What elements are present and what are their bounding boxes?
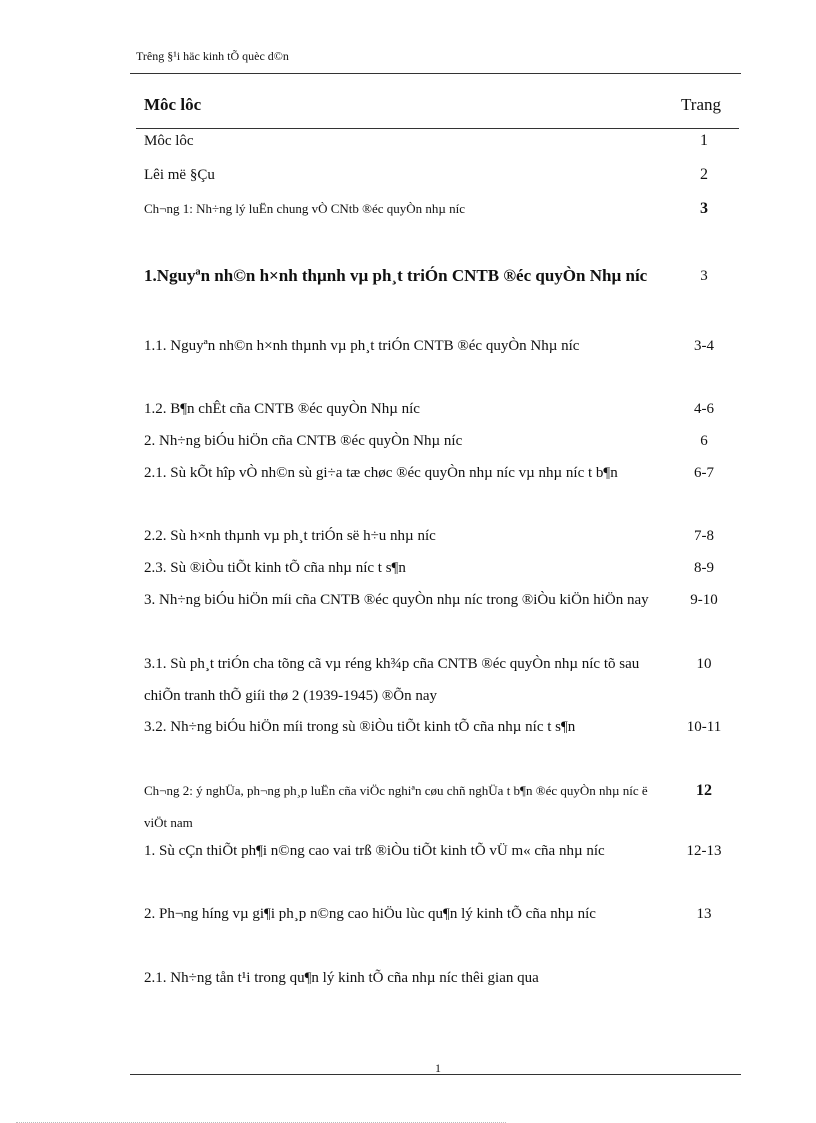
toc-entry-text: Lêi më §Çu [144,167,215,183]
toc-entry-page: 12 [696,782,712,799]
toc-entry-page: 8-9 [694,560,714,576]
toc-entry-text: 1.2. B¶n chÊt cña CNTB ®éc quyÒn Nhµ níc [144,401,420,417]
toc-entry-text: Môc lôc [144,133,194,149]
toc-entry-text: 1.Nguyªn nh©n h×nh thµnh vµ ph¸t triÓn CNTB ®éc quyÒn Nhµ níc [144,266,648,285]
toc-entry-page: 3 [700,268,708,284]
toc-entry-page: 6 [700,433,708,449]
toc-entry-text: 2.2. Sù h×nh thµnh vµ ph¸t triÓn së h÷u nhµ níc [144,528,436,544]
toc-page-column-label: Trang [681,95,721,114]
toc-entry-text: 2. Nh÷ng biÓu hiÖn cña CNTB ®éc quyÒn Nhµ níc [144,433,463,449]
header-divider [130,73,741,74]
page-number: 1 [435,1061,441,1075]
toc-title: Môc lôc [144,95,202,114]
toc-entry-text: 2.1. Sù kÕt hîp vÒ nh©n sù gi÷a tæ chøc ®éc quyÒn nhµ níc vµ nhµ níc t b¶n [144,465,618,481]
toc-entry-text: 3.2. Nh÷ng biÓu hiÖn míi trong sù ®iÒu tiÕt kinh tÕ cña nhµ níc t s¶n [144,719,576,735]
toc-entry-text: Ch¬ng 2: ý nghÜa, ph¬ng ph¸p luËn cña viÖc nghiªn cøu chñ nghÜa t b¶n ®éc quyÒn nhµ níc ë viÖt nam [144,783,648,830]
toc-entry-text: 1. Sù cÇn thiÕt ph¶i n©ng cao vai trß ®iÒu tiÕt kinh tÕ vÜ m« cña nhµ níc [144,843,605,859]
toc-entry-text: 2.3. Sù ®iÒu tiÕt kinh tÕ cña nhµ níc t s¶n [144,560,406,576]
toc-entry-page: 9-10 [690,592,718,608]
toc-entry-page: 12-13 [686,843,722,859]
toc-entry-page: 10-11 [686,719,722,735]
toc-entry-text: 1.1. Nguyªn nh©n h×nh thµnh vµ ph¸t triÓn CNTB ®éc quyÒn Nhµ níc [144,338,580,354]
toc-entry-page: 2 [700,166,708,183]
toc-entry-page: 1 [700,132,708,149]
footer-divider [130,1074,741,1075]
toc-entry-page: 3 [700,200,708,217]
toc-entry-text: 2. Ph¬ng híng vµ gi¶i ph¸p n©ng cao hiÖu lùc qu¶n lý kinh tÕ cña nhµ níc [144,906,596,922]
toc-entry-page: 7-8 [694,528,714,544]
toc-entry-text: Ch¬ng 1: Nh÷ng lý luËn chung vÒ CNtb ®éc quyÒn nhµ níc [144,201,466,216]
toc-entry-page: 4-6 [694,401,714,417]
toc-entry-text: 3.1. Sù ph¸t triÓn cha tõng cã vµ réng kh¾p cña CNTB ®éc quyÒn nhµ níc tõ sau chiÕn tranh thÕ giíi thø 2 (1939-1945) ®Õn nay [144,656,640,704]
toc-entry-page: 10 [696,656,712,672]
toc-entry-page: 3-4 [694,338,714,354]
toc-entry-text: 3. Nh÷ng biÓu hiÖn míi cña CNTB ®éc quyÒn nhµ níc trong ®iÒu kiÖn hiÖn nay [144,592,649,608]
toc-entry-text: 2.1. Nh÷ng tån t¹i trong qu¶n lý kinh tÕ cña nhµ níc thêi gian qua [144,970,539,986]
running-header: Trêng §¹i häc kinh tÕ quèc d©n [136,49,289,63]
toc-entry-page: 13 [696,906,712,922]
toc-entry-page: 6-7 [694,465,714,481]
